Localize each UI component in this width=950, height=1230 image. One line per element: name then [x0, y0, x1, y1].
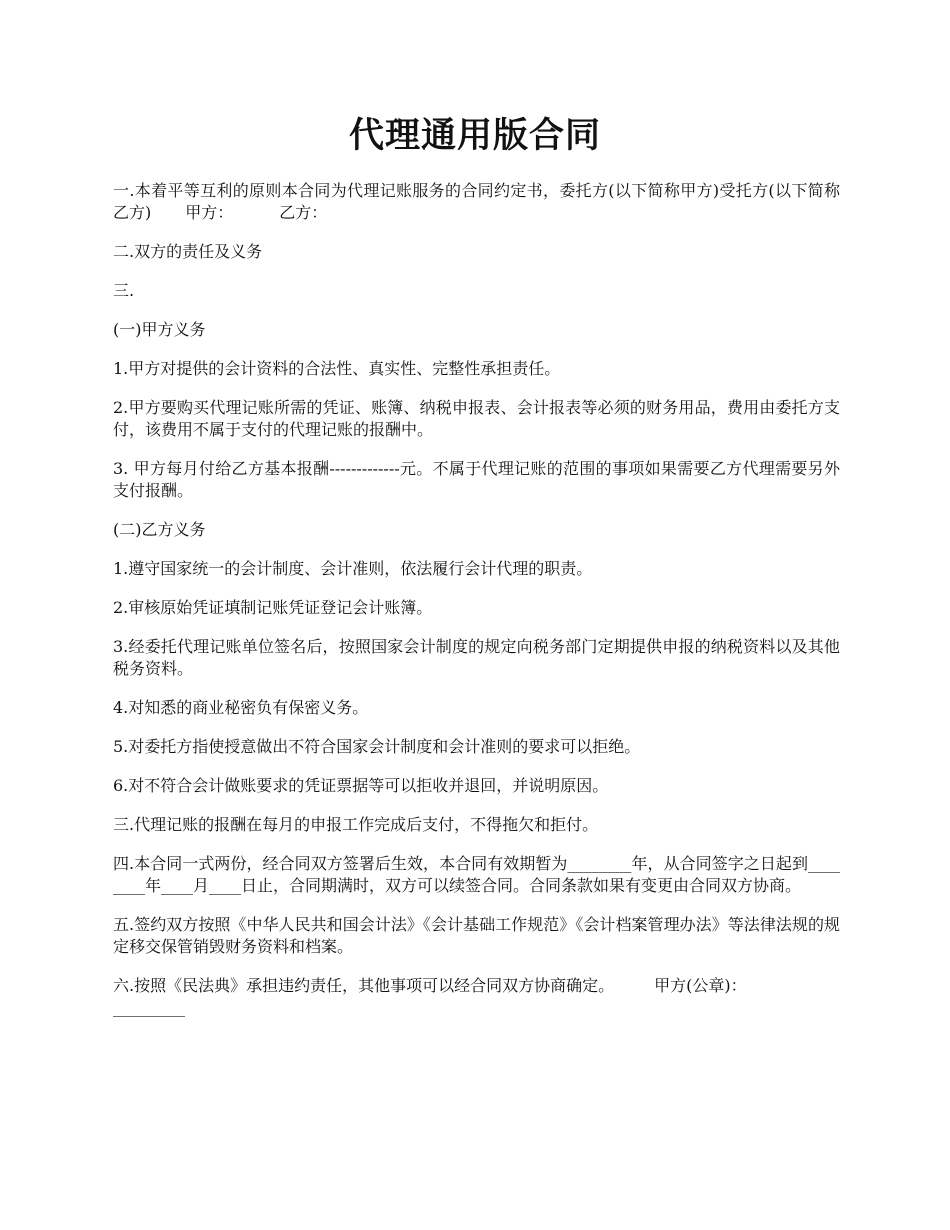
party-b-duties-heading: (二)乙方义务 [113, 520, 206, 539]
party-a-seal-label: 甲方(公章)： [654, 976, 747, 995]
party-b-duty-4: 4.对知悉的商业秘密负有保密义务。 [113, 698, 369, 717]
party-a-duty-2: 2.甲方要购买代理记账所需的凭证、账簿、纳税申报表、会计报表等必须的财务用品，费用由委托方支付，该费用不属于支付的代理记账的报酬中。 [113, 398, 840, 439]
section-6-text: 六.按照《民法典》承担违约责任，其他事项可以经合同双方协商确定。 [113, 976, 615, 995]
party-a-duties-heading: (一)甲方义务 [113, 320, 206, 339]
intro-paragraph [113, 180, 840, 224]
party-b-duty-5: 5.对委托方指使授意做出不符合国家会计制度和会计准则的要求可以拒绝。 [113, 737, 641, 756]
section-5-regulations: 五.签约双方按照《中华人民共和国会计法》《会计基础工作规范》《会计档案管理办法》等法律法规的规定移交保管销毁财务资料和档案。 [113, 915, 840, 956]
document-title: 代理通用版合同 [348, 115, 601, 156]
party-b-duty-2: 2.审核原始凭证填制记账凭证登记会计账簿。 [113, 598, 433, 617]
document-body [113, 180, 840, 1036]
party-a-duty-3: 3. 甲方每月付给乙方基本报酬-------------元。不属于代理记账的范围的事项如果需要乙方代理需要另外支付报酬。 [113, 459, 840, 500]
party-a-duty-1: 1.甲方对提供的会计资料的合法性、真实性、完整性承担责任。 [113, 359, 561, 378]
section-2-heading: 二.双方的责任及义务 [113, 242, 263, 261]
section-4-validity: 四.本合同一式两份，经合同双方签署后生效，本合同有效期暂为________年，从合同签字之日起到________年____月____日止，合同期满时，双方可以续签合同。合同条款如果有变更由合同双方协商。 [113, 854, 840, 895]
section-payment-terms: 三.代理记账的报酬在每月的申报工作完成后支付，不得拖欠和拒付。 [113, 815, 599, 834]
intro-text: 一.本着平等互利的原则本合同为代理记账服务的合同约定书，委托方(以下简称甲方)受托方(以下简称乙方) [113, 181, 840, 222]
party-b-duty-3: 3.经委托代理记账单位签名后，按照国家会计制度的规定向税务部门定期提供申报的纳税资料以及其他税务资料。 [113, 637, 840, 678]
section-3-heading: 三. [113, 281, 135, 300]
party-b-duty-6: 6.对不符合会计做账要求的凭证票据等可以拒收并退回，并说明原因。 [113, 776, 609, 795]
party-b-label: 乙方： [279, 203, 328, 222]
party-a-label: 甲方： [185, 203, 234, 222]
section-6-liability [113, 975, 840, 1019]
party-b-duty-1: 1.遵守国家统一的会计制度、会计准则，依法履行会计代理的职责。 [113, 559, 593, 578]
signature-line: _________ [113, 998, 185, 1017]
